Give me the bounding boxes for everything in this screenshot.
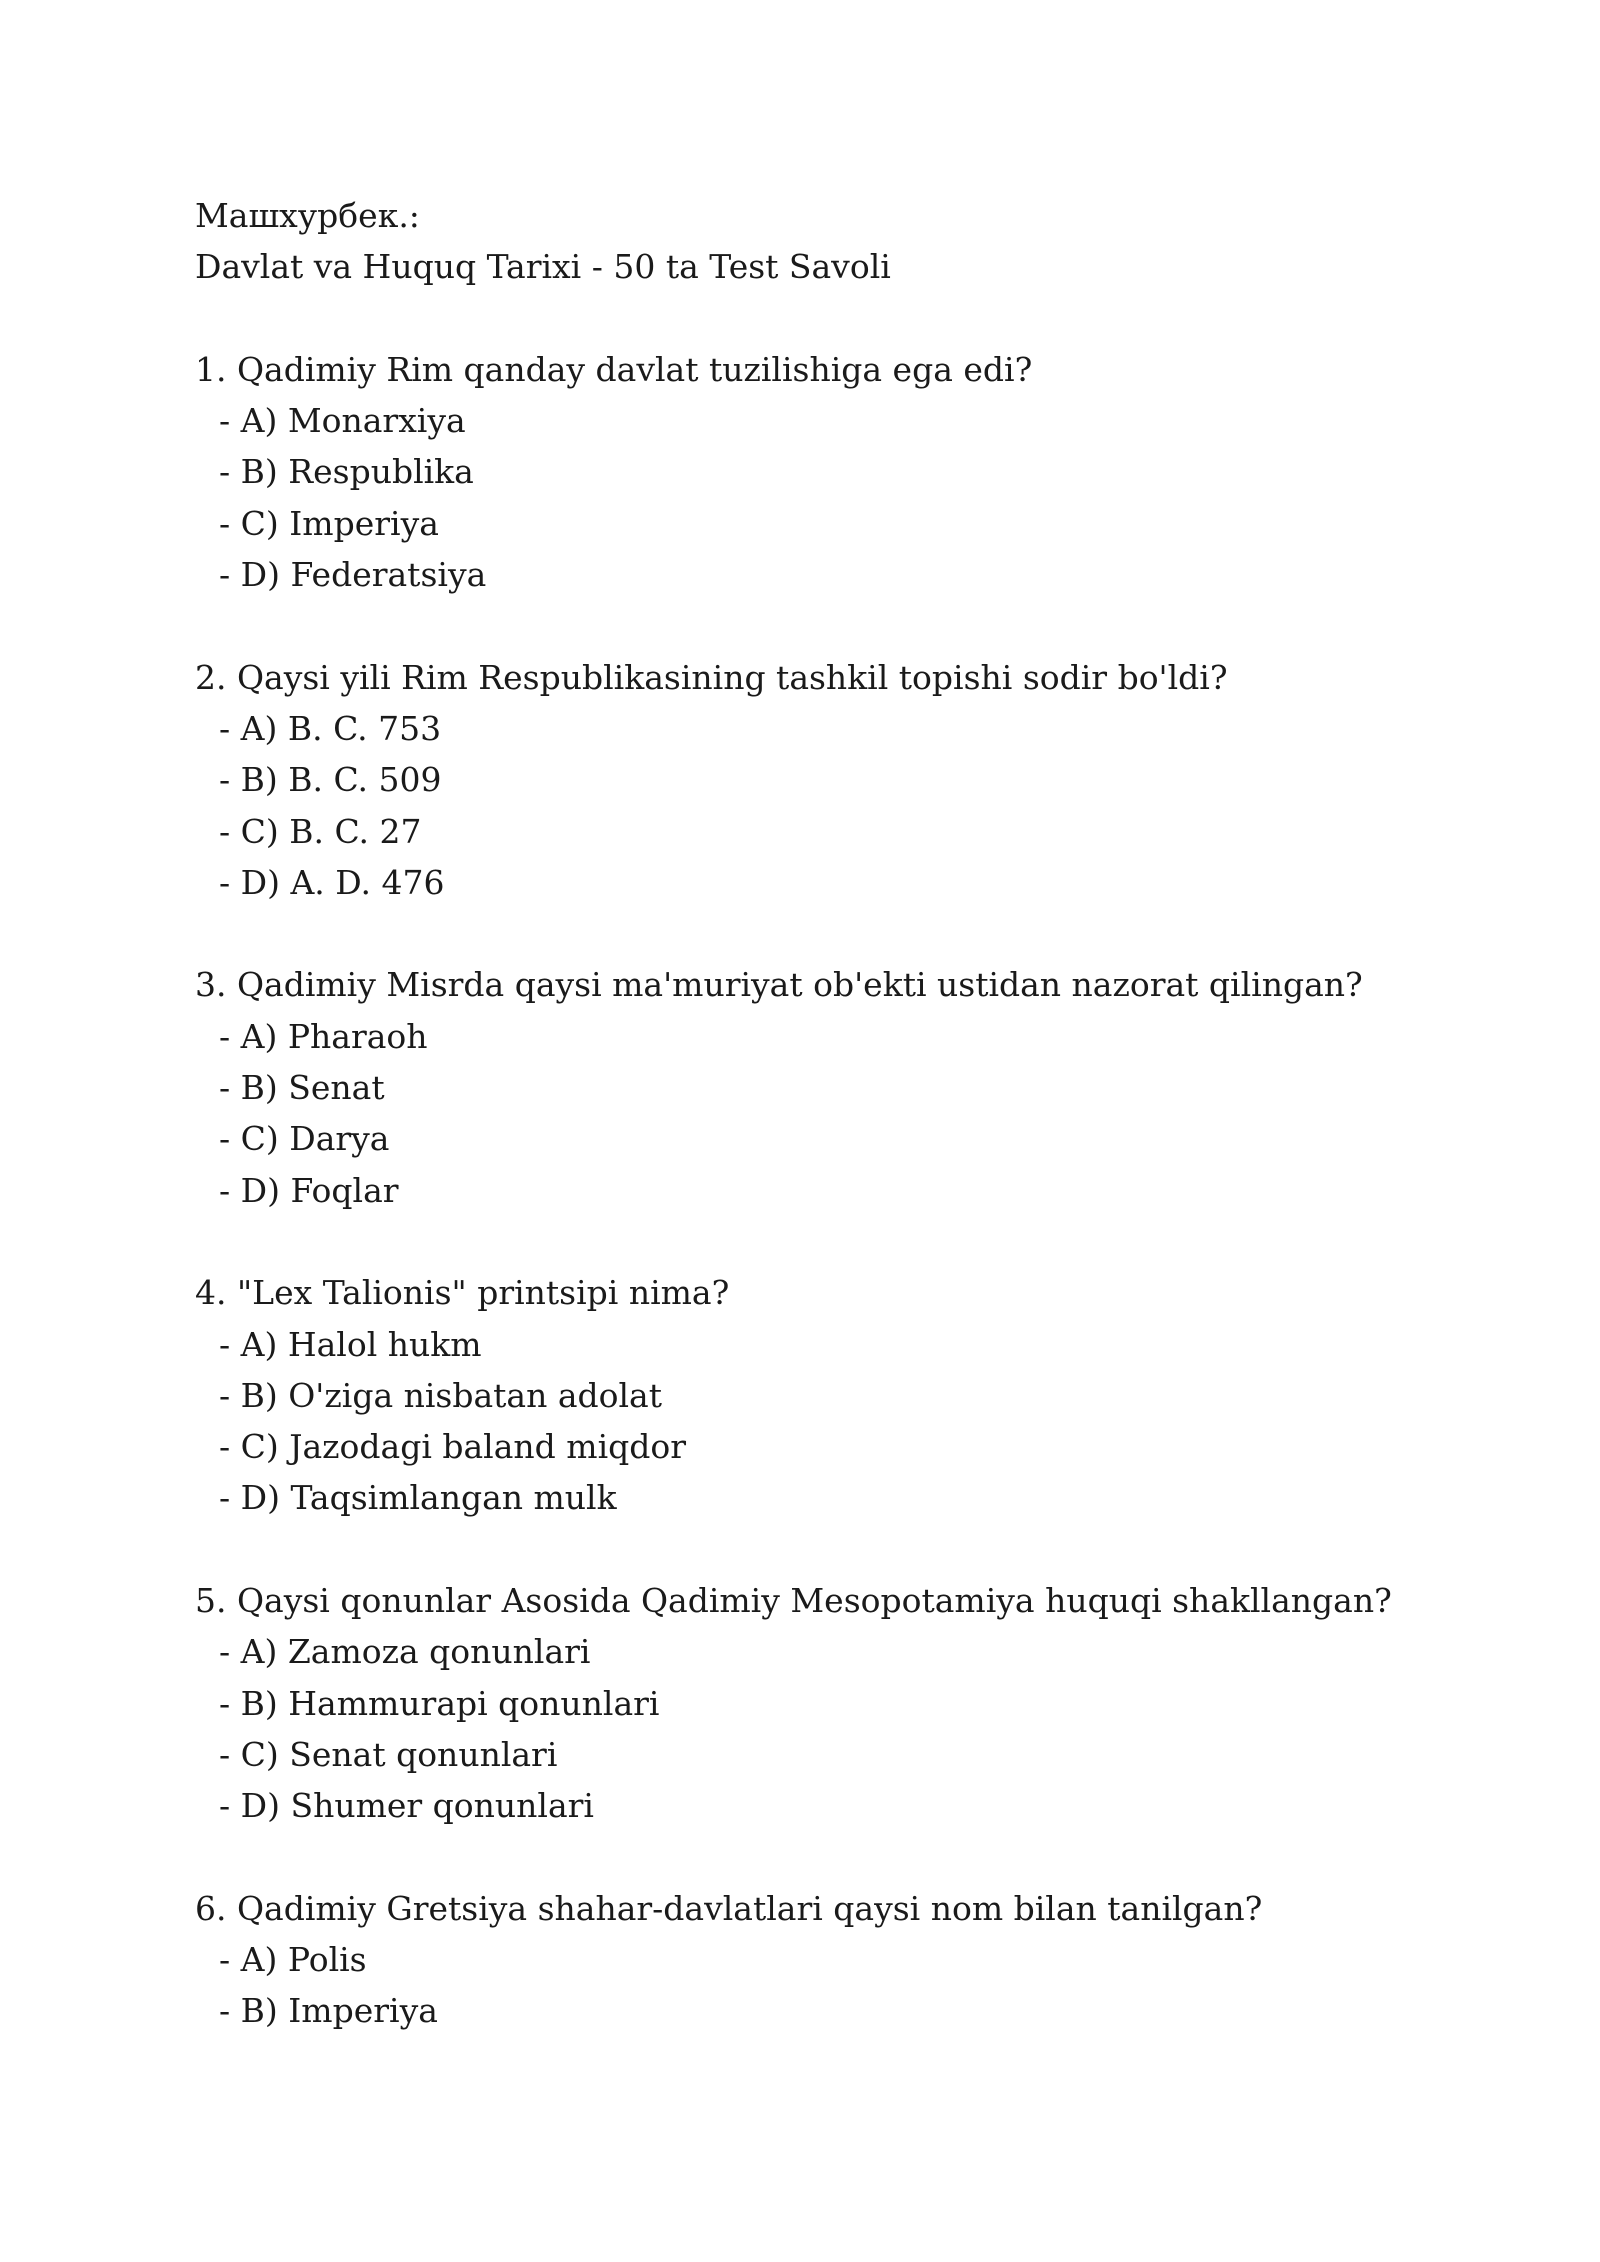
author-line: Машхурбек.: bbox=[195, 196, 420, 235]
answer-option: - B) Senat bbox=[219, 1068, 385, 1108]
answer-option: - C) Imperiya bbox=[219, 503, 439, 543]
question-block bbox=[195, 344, 1455, 600]
spacer bbox=[195, 1216, 1455, 1267]
answer-option: - C) Jazodagi baland miqdor bbox=[219, 1427, 687, 1467]
answer-option: - D) Foqlar bbox=[219, 1170, 399, 1210]
question-text: 5. Qaysi qonunlar Asosida Qadimiy Mesopotamiya huquqi shakllangan? bbox=[195, 1581, 1392, 1621]
document-page bbox=[195, 190, 1455, 2037]
spacer bbox=[195, 293, 1455, 344]
question-block bbox=[195, 1267, 1455, 1523]
answer-option: - A) Halol hukm bbox=[219, 1324, 482, 1364]
spacer bbox=[195, 600, 1455, 651]
question-text: 6. Qadimiy Gretsiya shahar-davlatlari qaysi nom bilan tanilgan? bbox=[195, 1888, 1263, 1928]
answer-option: - C) B. C. 27 bbox=[219, 811, 422, 851]
answer-option: - B) Imperiya bbox=[219, 1991, 438, 2031]
answer-option: - A) Monarxiya bbox=[219, 401, 466, 441]
answer-option: - D) Shumer qonunlari bbox=[219, 1786, 594, 1826]
question-block bbox=[195, 959, 1455, 1215]
answer-option: - C) Darya bbox=[219, 1119, 390, 1159]
answer-option: - A) Zamoza qonunlari bbox=[219, 1632, 591, 1672]
answer-option: - A) B. C. 753 bbox=[219, 708, 442, 748]
question-block bbox=[195, 1575, 1455, 1831]
spacer bbox=[195, 1832, 1455, 1883]
answer-option: - D) A. D. 476 bbox=[219, 862, 445, 902]
question-text: 3. Qadimiy Misrda qaysi ma'muriyat ob'ekti ustidan nazorat qilingan? bbox=[195, 965, 1363, 1005]
answer-option: - B) Respublika bbox=[219, 452, 474, 492]
question-text: 2. Qaysi yili Rim Respublikasining tashkil topishi sodir bo'ldi? bbox=[195, 657, 1228, 697]
question-text: 4. "Lex Talionis" printsipi nima? bbox=[195, 1273, 730, 1313]
question-block bbox=[195, 1883, 1455, 2037]
answer-option: - A) Pharaoh bbox=[219, 1016, 428, 1056]
question-text: 1. Qadimiy Rim qanday davlat tuzilishiga ega edi? bbox=[195, 349, 1033, 389]
answer-option: - D) Federatsiya bbox=[219, 555, 487, 595]
answer-option: - B) O'ziga nisbatan adolat bbox=[219, 1375, 662, 1415]
answer-option: - A) Polis bbox=[219, 1940, 367, 1980]
question-block bbox=[195, 652, 1455, 908]
document-title: Davlat va Huquq Tarixi - 50 ta Test Savoli bbox=[195, 247, 891, 287]
answer-option: - B) B. C. 509 bbox=[219, 760, 442, 800]
answer-option: - C) Senat qonunlari bbox=[219, 1734, 558, 1774]
answer-option: - D) Taqsimlangan mulk bbox=[219, 1478, 617, 1518]
spacer bbox=[195, 908, 1455, 959]
spacer bbox=[195, 1524, 1455, 1575]
answer-option: - B) Hammurapi qonunlari bbox=[219, 1683, 660, 1723]
